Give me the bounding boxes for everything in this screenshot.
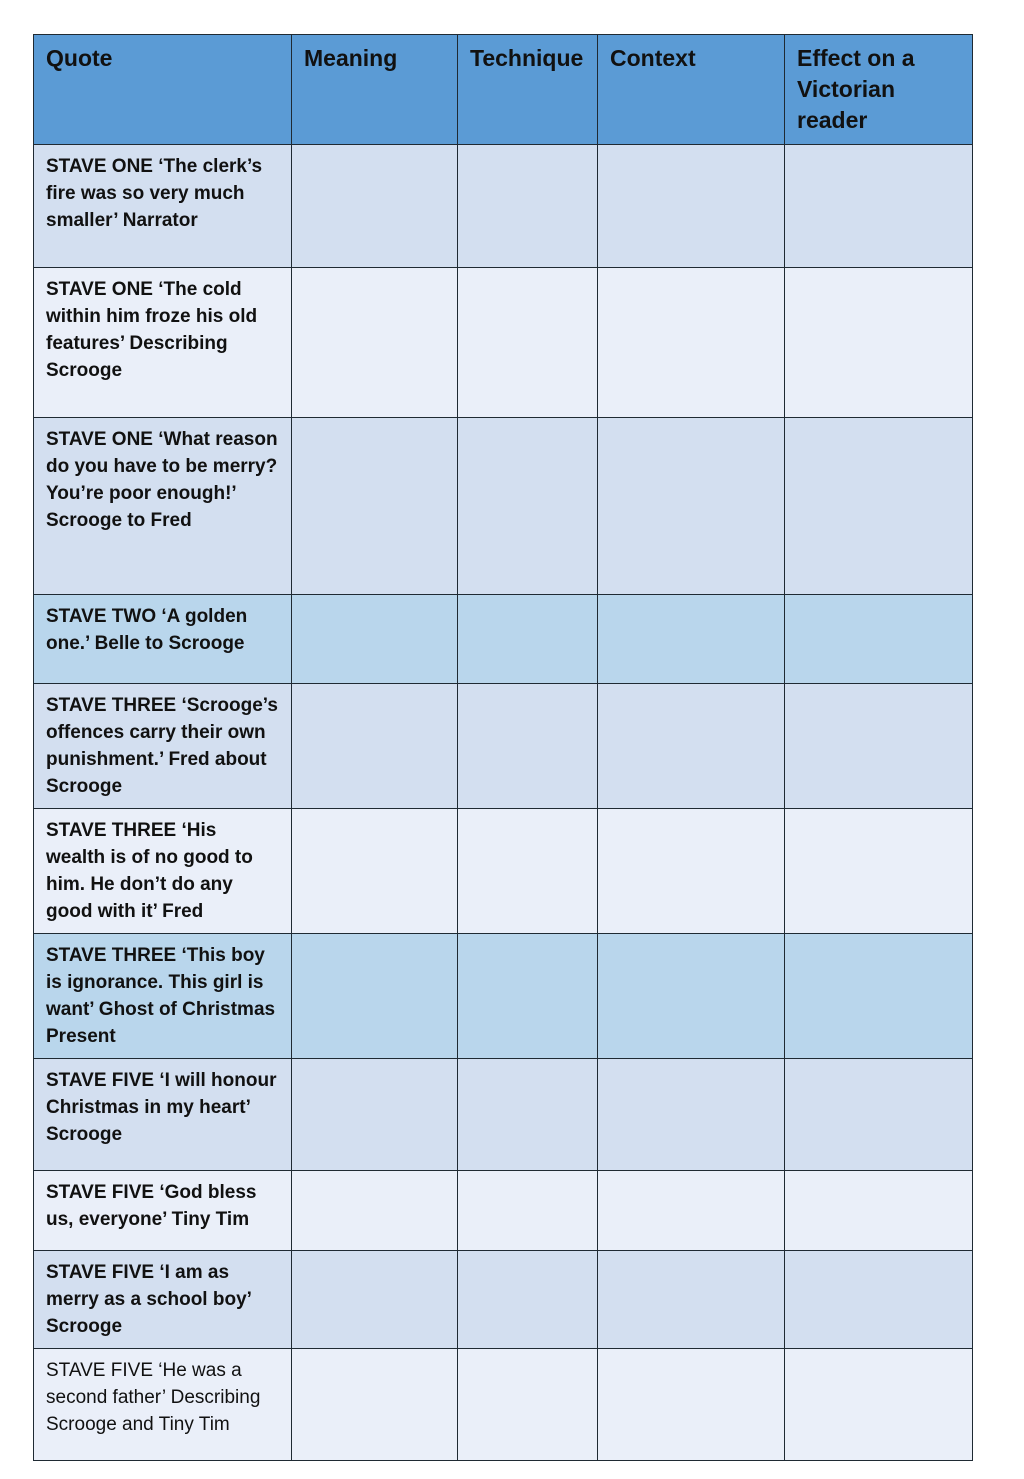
context-cell[interactable] [598,1251,785,1349]
quote-analysis-table [33,34,973,1461]
quote-cell: STAVE FIVE ‘I am as merry as a school boy’ Scrooge [34,1251,292,1349]
context-cell[interactable] [598,1171,785,1251]
meaning-cell[interactable] [292,809,458,934]
header-meaning: Meaning [292,35,458,145]
context-cell[interactable] [598,684,785,809]
context-cell[interactable] [598,1059,785,1171]
quote-cell: STAVE ONE ‘The clerk’s fire was so very much smaller’ Narrator [34,145,292,268]
quote-cell: STAVE THREE ‘This boy is ignorance. This girl is want’ Ghost of Christmas Present [34,934,292,1059]
technique-cell[interactable] [458,934,598,1059]
table-row [34,1349,973,1461]
quote-cell: STAVE FIVE ‘He was a second father’ Describing Scrooge and Tiny Tim [34,1349,292,1461]
technique-cell[interactable] [458,268,598,418]
meaning-cell[interactable] [292,1171,458,1251]
table-row [34,809,973,934]
technique-cell[interactable] [458,145,598,268]
table-row [34,1251,973,1349]
context-cell[interactable] [598,145,785,268]
meaning-cell[interactable] [292,1251,458,1349]
technique-cell[interactable] [458,1251,598,1349]
quote-cell: STAVE FIVE ‘I will honour Christmas in my heart’ Scrooge [34,1059,292,1171]
header-technique: Technique [458,35,598,145]
effect-cell[interactable] [785,934,973,1059]
table-row [34,684,973,809]
effect-cell[interactable] [785,684,973,809]
technique-cell[interactable] [458,684,598,809]
meaning-cell[interactable] [292,1349,458,1461]
header-effect-on-victorian-reader: Effect on a Victorian reader [785,35,973,145]
table-row [34,1059,973,1171]
meaning-cell[interactable] [292,418,458,595]
context-cell[interactable] [598,268,785,418]
meaning-cell[interactable] [292,934,458,1059]
effect-cell[interactable] [785,1059,973,1171]
quote-cell: STAVE THREE ‘Scrooge’s offences carry their own punishment.’ Fred about Scrooge [34,684,292,809]
quote-cell: STAVE THREE ‘His wealth is of no good to him. He don’t do any good with it’ Fred [34,809,292,934]
effect-cell[interactable] [785,1251,973,1349]
meaning-cell[interactable] [292,595,458,684]
header-quote: Quote [34,35,292,145]
meaning-cell[interactable] [292,145,458,268]
quote-cell: STAVE FIVE ‘God bless us, everyone’ Tiny Tim [34,1171,292,1251]
table-row [34,1171,973,1251]
effect-cell[interactable] [785,418,973,595]
table-row [34,418,973,595]
header-context: Context [598,35,785,145]
technique-cell[interactable] [458,418,598,595]
table-row [34,145,973,268]
technique-cell[interactable] [458,809,598,934]
meaning-cell[interactable] [292,684,458,809]
effect-cell[interactable] [785,268,973,418]
table-row [34,595,973,684]
context-cell[interactable] [598,595,785,684]
effect-cell[interactable] [785,145,973,268]
header-row [34,35,973,145]
meaning-cell[interactable] [292,1059,458,1171]
technique-cell[interactable] [458,595,598,684]
context-cell[interactable] [598,1349,785,1461]
meaning-cell[interactable] [292,268,458,418]
quote-cell: STAVE ONE ‘What reason do you have to be merry? You’re poor enough!’ Scrooge to Fred [34,418,292,595]
technique-cell[interactable] [458,1059,598,1171]
context-cell[interactable] [598,418,785,595]
context-cell[interactable] [598,809,785,934]
effect-cell[interactable] [785,1171,973,1251]
effect-cell[interactable] [785,809,973,934]
table-row [34,934,973,1059]
technique-cell[interactable] [458,1349,598,1461]
effect-cell[interactable] [785,1349,973,1461]
quote-cell: STAVE ONE ‘The cold within him froze his old features’ Describing Scrooge [34,268,292,418]
technique-cell[interactable] [458,1171,598,1251]
quote-cell: STAVE TWO ‘A golden one.’ Belle to Scrooge [34,595,292,684]
table-row [34,268,973,418]
effect-cell[interactable] [785,595,973,684]
quote-analysis-sheet [33,34,972,1461]
context-cell[interactable] [598,934,785,1059]
